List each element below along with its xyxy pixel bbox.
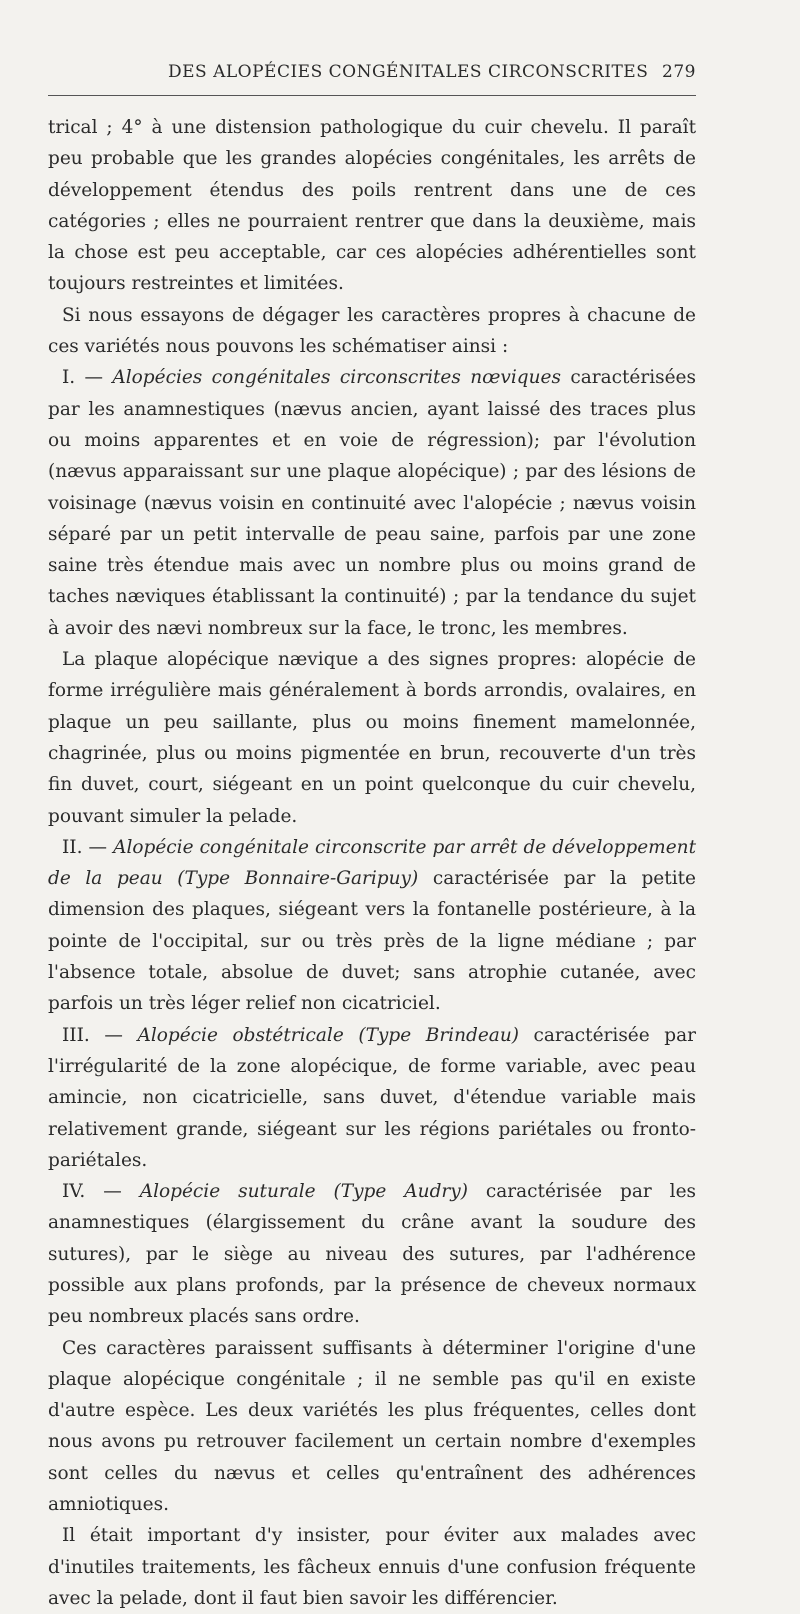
paragraph-type-4 [48, 1176, 696, 1332]
item-prefix: IV. — [62, 1181, 140, 1203]
paragraph-type-1 [48, 362, 696, 644]
paragraph: Il était important d'y insister, pour éviter aux malades avec d'inutiles traitements, les fâcheux ennuis d'une confusion fréquente avec la pelade, dont il faut bien savoir les différencier. [48, 1525, 696, 1609]
item-prefix: III. — [62, 1024, 138, 1046]
item-text: caractérisée par la petite dimension des plaques, siégeant vers la fontanelle postérieure, à la pointe de l'occipital, sur ou très près de la ligne médiane ; par l'absence totale, absolue de duvet; sans atrophie cutanée, avec parfois un très léger relief non cicatriciel. [48, 868, 696, 1015]
item-text: caractérisée par les anamnestiques (élargissement du crâne avant la soudure des sutures), par le siège au niveau des sutures, par l'adhérence possible aux plans profonds, par la présence de cheveux normaux peu nombreux placés sans ordre. [48, 1181, 697, 1328]
running-header [48, 56, 696, 86]
item-text: caractérisée par l'irrégularité de la zone alopécique, de forme variable, avec peau amincie, non cicatricielle, sans duvet, d'étendue variable mais relativement grande, siégeant sur les régions pariétales ou fronto-pariétales. [48, 1024, 696, 1171]
running-title: DES ALOPÉCIES CONGÉNITALES CIRCONSCRITES [168, 62, 649, 82]
body-text [48, 112, 696, 1614]
item-title: Alopécie obstétricale (Type Brindeau) [137, 1024, 519, 1046]
item-title: Alopécie suturale (Type Audry) [139, 1181, 468, 1203]
paragraph: Si nous essayons de dégager les caractères propres à chacune de ces variétés nous pouvons les schématiser ainsi : [48, 304, 696, 358]
paragraph: Ces caractères paraissent suffisants à déterminer l'origine d'une plaque alopécique congénitale ; il ne semble pas qu'il en existe d'autre espèce. Les deux variétés les plus fréquentes, celles dont nous avons pu retrouver facilement un certain nombre d'exemples sont celles du nævus et celles qu'entraînent des adhérences amniotiques. [48, 1337, 696, 1516]
item-title: Alopécie congénitale circonscrite par arrêt de développement de la peau (Type Bonnaire-Garipuy) [48, 836, 697, 890]
item-title: Alopécies congénitales circonscrites nœviques [112, 367, 561, 389]
item-prefix: II. — [62, 836, 114, 858]
header-rule [48, 95, 696, 96]
paragraph: La plaque alopécique nævique a des signes propres: alopécie de forme irrégulière mais généralement à bords arrondis, ovalaires, en plaque un peu saillante, plus ou moins finement mamelonnée, chagrinée, plus ou moins pigmentée en brun, recouverte d'un très fin duvet, court, siégeant en un point quelconque du cuir chevelu, pouvant simuler la pelade. [48, 649, 696, 827]
paragraph: trical ; 4° à une distension pathologique du cuir chevelu. Il paraît peu probable que les grandes alopécies congénitales, les arrêts de développement étendus des poils rentrent dans une de ces catégories ; elles ne pourraient rentrer que dans la deuxième, mais la chose est peu acceptable, car ces alopécies adhérentielles sont toujours restreintes et limitées. [48, 117, 696, 295]
paragraph-type-2 [48, 832, 696, 1020]
page-number: 279 [662, 62, 696, 82]
item-prefix: I. — [62, 367, 113, 389]
paragraph-type-3 [48, 1020, 696, 1176]
item-text: caractérisées par les anamnestiques (nævus ancien, ayant laissé des traces plus ou moins apparentes et en voie de régression); par l'évolution (nævus apparaissant sur une plaque alopécique) ; par des lésions de voisinage (nævus voisin en continuité avec l'alopécie ; nævus voisin séparé par un petit intervalle de peau saine, parfois par une zone saine très étendue mais avec un nombre plus ou moins grand de taches næviques établissant la continuité) ; par la tendance du sujet à avoir des nævi nombreux sur la face, le tronc, les membres. [48, 367, 696, 639]
